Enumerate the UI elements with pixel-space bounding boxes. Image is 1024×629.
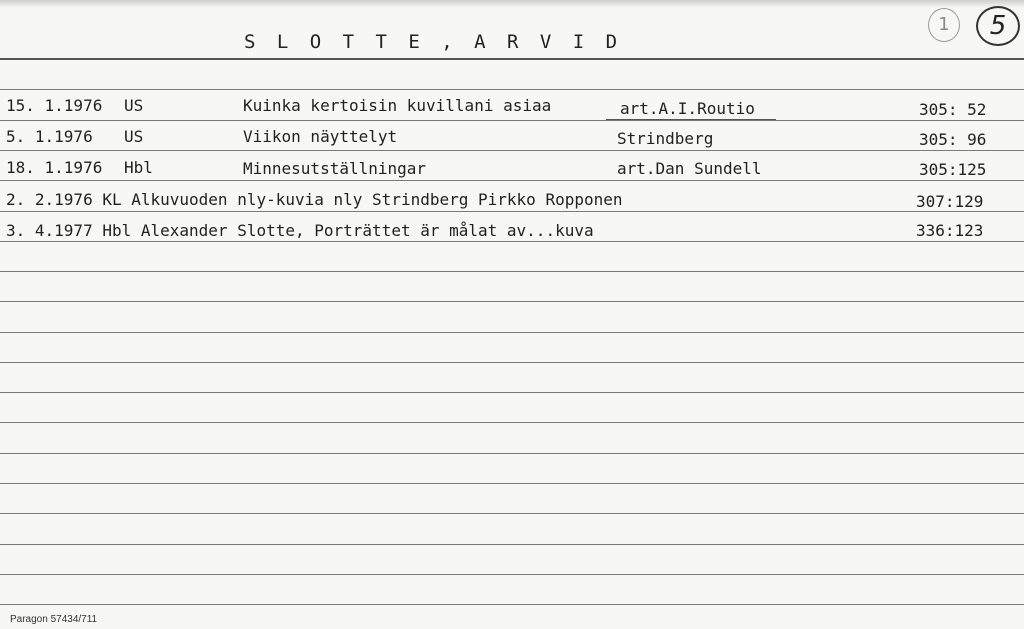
entry-date: 18. 1.1976 <box>6 158 103 177</box>
entry-date: 5. 1.1976 <box>6 127 93 146</box>
entry-source: US <box>124 96 144 115</box>
entry-reference: 307:129 <box>916 192 984 211</box>
entry-underline <box>606 119 776 120</box>
ruled-line <box>0 604 1024 605</box>
header-rule <box>0 58 1024 60</box>
entry-date: 15. 1.1976 <box>6 96 103 115</box>
ruled-line <box>0 392 1024 393</box>
entry-reference: 305: 96 <box>919 130 987 149</box>
ruled-line <box>0 180 1024 181</box>
ruled-line <box>0 362 1024 363</box>
entry-title: Minnesutställningar <box>243 159 427 178</box>
ruled-line <box>0 211 1024 212</box>
ruled-line <box>0 150 1024 151</box>
ruled-line <box>0 301 1024 302</box>
ruled-line <box>0 332 1024 333</box>
ruled-line <box>0 241 1024 242</box>
card-top-shadow <box>0 0 1024 8</box>
circled-number-1: 1 <box>928 8 960 42</box>
entry-title: Kuinka kertoisin kuvillani asiaa <box>243 96 552 115</box>
entry-reference: 305:125 <box>919 160 987 179</box>
entry-title: Viikon näyttelyt <box>243 127 398 146</box>
entry-line: 2. 2.1976 KL Alkuvuoden nly-kuvia nly Strindberg Pirkko Ropponen <box>6 190 623 209</box>
entry-author: art.Dan Sundell <box>617 159 762 178</box>
entry-author: art.A.I.Routio <box>620 99 755 118</box>
entry-line: 3. 4.1977 Hbl Alexander Slotte, Porträttet är målat av...kuva <box>6 221 594 240</box>
ruled-line <box>0 453 1024 454</box>
entry-source: Hbl <box>124 158 153 177</box>
ruled-line <box>0 513 1024 514</box>
card-footer-imprint: Paragon 57434/711 <box>10 614 98 625</box>
entry-source: US <box>124 127 144 146</box>
ruled-line <box>0 574 1024 575</box>
ruled-line <box>0 422 1024 423</box>
ruled-line <box>0 544 1024 545</box>
ruled-line <box>0 120 1024 121</box>
entry-reference: 305: 52 <box>919 100 987 119</box>
header-rule-lower <box>0 89 1024 90</box>
circled-number-5: 5 <box>976 6 1020 46</box>
entry-author: Strindberg <box>617 129 714 148</box>
ruled-line <box>0 271 1024 272</box>
card-title: S L O T T E , A R V I D <box>244 31 623 53</box>
entry-reference: 336:123 <box>916 221 984 240</box>
ruled-line <box>0 483 1024 484</box>
